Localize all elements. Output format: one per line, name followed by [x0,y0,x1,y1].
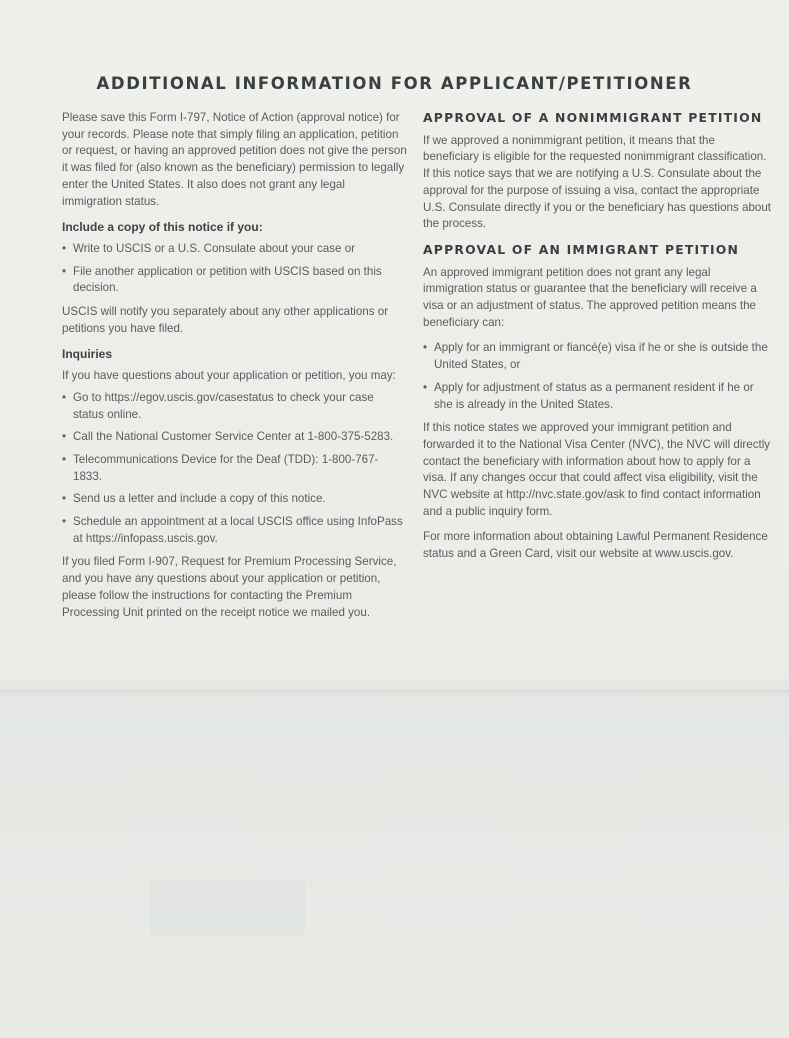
list-item: • Write to USCIS or a U.S. Consulate about your case or [62,241,407,258]
include-heading: Include a copy of this notice if you: [62,220,263,235]
faded-stamp [150,880,305,935]
intro-paragraph: Please save this Form I-797, Notice of Action (approval notice) for your records. Please note that simply filing an application, petition or request, or having an approved petition does not give the person it was filed for (also known as the beneficiary) permission to legally enter the United States. It also does not grant any legal immigration status. [62,111,407,208]
nonimmigrant-heading: APPROVAL OF A NONIMMIGRANT PETITION [423,110,763,125]
right-column [423,110,771,572]
more-info-paragraph: For more information about obtaining Lawful Permanent Residence status and a Green Card, visit our website at www.uscis.gov. [423,530,768,561]
list-item: • Send us a letter and include a copy of this notice. [62,491,407,508]
list-item: • Call the National Customer Service Center at 1-800-375-5283. [62,429,407,446]
include-list [62,241,407,297]
page-title: ADDITIONAL INFORMATION FOR APPLICANT/PETITIONER [96,74,693,93]
immigrant-list [423,340,771,413]
left-column [62,110,407,630]
premium-paragraph: If you filed Form I-907, Request for Premium Processing Service, and you have any questions about your application or petition, please follow the instructions for contacting the Premium Processing Unit printed on the receipt notice we mailed you. [62,555,397,619]
immigrant-heading: APPROVAL OF AN IMMIGRANT PETITION [423,241,740,257]
inquiries-heading: Inquiries [62,347,113,362]
list-item: • Schedule an appointment at a local USCIS office using InfoPass at https://infopass.uscis.gov. [62,514,407,547]
nvc-paragraph: If this notice states we approved your immigrant petition and forwarded it to the National Visa Center (NVC), the NVC will directly contact the beneficiary with information about how to apply for a visa. If any changes occur that could affect visa eligibility, visit the NVC website at http://nvc.state.gov/ask to find contact information and a public inquiry form. [423,421,771,518]
list-item: • Apply for an immigrant or fiancé(e) visa if he or she is outside the United States, or [423,340,771,373]
list-item: • Go to https://egov.uscis.gov/casestatus to check your case status online. [62,390,407,423]
paper-fold [0,690,789,697]
inquiries-list [62,390,407,548]
list-item: • Telecommunications Device for the Deaf (TDD): 1-800-767-1833. [62,452,407,485]
nonimmigrant-paragraph: If we approved a nonimmigrant petition, it means that the beneficiary is eligible for the requested nonimmigrant classification. If this notice says that we are notifying a U.S. Consulate about the approval for the purpose of issuing a visa, contact the appropriate U.S. Consulate directly if you or the beneficiary has questions about the process. [423,133,772,231]
immigrant-paragraph: An approved immigrant petition does not grant any legal immigration status or guarantee that the beneficiary will receive a visa or an adjustment of status. The approved petition means the beneficiary can: [423,265,757,329]
list-item: • File another application or petition with USCIS based on this decision. [62,264,407,297]
list-item: • Apply for adjustment of status as a permanent resident if he or she is already in the United States. [423,380,771,413]
notify-paragraph: USCIS will notify you separately about any other applications or petitions you have filed. [62,305,389,335]
inquiries-intro: If you have questions about your application or petition, you may: [62,369,396,383]
